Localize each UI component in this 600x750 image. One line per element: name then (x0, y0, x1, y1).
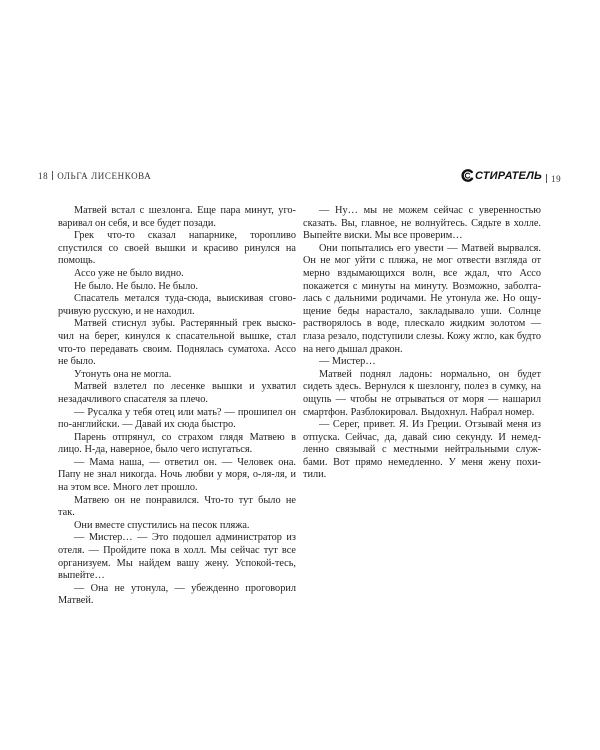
paragraph: — Мама наша, — ответил он. — Человек она. Папу не знал никогда. Ночь любви у моря, о-ля-ля, и на этом все. Много лет прошло. (58, 456, 296, 494)
logo-swirl-icon (461, 169, 474, 182)
logo-text: СТИРАТЕЛЬ (475, 169, 542, 182)
running-head-right (461, 169, 561, 184)
page-number-left: 18 (38, 171, 49, 181)
paragraph: Спасатель метался туда-сюда, выискивая сгово-рчивую русскую, и не находил. (58, 293, 296, 317)
paragraph: Парень отпрянул, со страхом глядя Матвею в лицо. Н-да, наверное, было чего испугаться. (58, 431, 296, 456)
header-separator (52, 171, 53, 180)
running-head-left (38, 171, 151, 181)
paragraph: Не было. Не было. Не было. (74, 280, 198, 292)
paragraph: — Ну… мы не можем сейчас с уверенностью сказать. Вы, главное, не волнуйтесь. Сядьте в холле. Выпейте виски. Мы все проверим… (303, 205, 541, 242)
page-number-right: 19 (550, 174, 562, 184)
paragraph: Матвей встал с шезлонга. Еще пара минут, уго-варивал он себя, и все будет позади. (58, 205, 296, 229)
paragraph: Матвей поднял ладонь: нормально, он будет сидеть здесь. Вернулся к шезлонгу, полез в сумку, на ощупь — чтобы не отрываться от моря — нашарил смартфон. Разблокировал. Выдохнул. Набрал номер. (303, 368, 541, 418)
paragraph: Ассо уже не было видно. (74, 267, 184, 279)
paragraph: Они попытались его увести — Матвей вырвался. Он не мог уйти с пляжа, не мог отвести взгляда от мерно вздымающихся волн, все ждал, что Ассо покажется с минуты на минуту. Возможно, заболта-лась с дальними родичами. Не утонула же. Но ощу-щение беды нарастало, закладывало уши. Солнце растворялось в воде, плескало жидким золотом — глаза резало, подступили слезы. Кожу жгло, как будто на него дышал дракон. (303, 242, 541, 355)
left-page-text (58, 205, 296, 608)
book-logo (461, 169, 542, 182)
header-separator (546, 174, 547, 183)
paragraph: — Мистер… — Это подошел администратор из отеля. — Пройдите пока в холл. Мы сейчас тут все организуем. Мы найдем вашу жену. Успокой-тесь, выпейте… (58, 532, 296, 582)
paragraph: Матвей стиснул зубы. Растерянный грек выско-чил на берег, кинулся к спасательной вышке, стал что-то передавать своим. Поднялась суматоха. Ассо не было. (58, 318, 296, 368)
paragraph: — Мистер… (319, 356, 376, 368)
paragraph: Грек что-то сказал напарнике, торопливо спустился со своей вышки и красиво ринулся на помощь. (58, 230, 296, 267)
paragraph: Они вместе спустились на песок пляжа. (74, 519, 250, 531)
author-name: ОЛЬГА ЛИСЕНКОВА (57, 171, 152, 181)
paragraph: — Серег, привет. Я. Из Греции. Отзывай меня из отпуска. Сейчас, да, давай сию секунду. И немед-ленно связывай с местными нейтральными служ-бами. Вот прямо немедленно. У меня жену похи-тили. (303, 419, 541, 481)
paragraph: Утонуть она не могла. (74, 368, 172, 380)
paragraph: — Она не утонула, — убежденно проговорил Матвей. (58, 582, 296, 607)
paragraph: Матвей взлетел по лесенке вышки и ухватил незадачливого спасателя за плечо. (58, 381, 296, 405)
paragraph: Матвею он не понравился. Что-то тут было не так. (58, 494, 296, 519)
right-page-text (303, 205, 541, 482)
paragraph: — Русалка у тебя отец или мать? — прошипел он по-английски. — Давай их сюда быстро. (58, 406, 296, 431)
